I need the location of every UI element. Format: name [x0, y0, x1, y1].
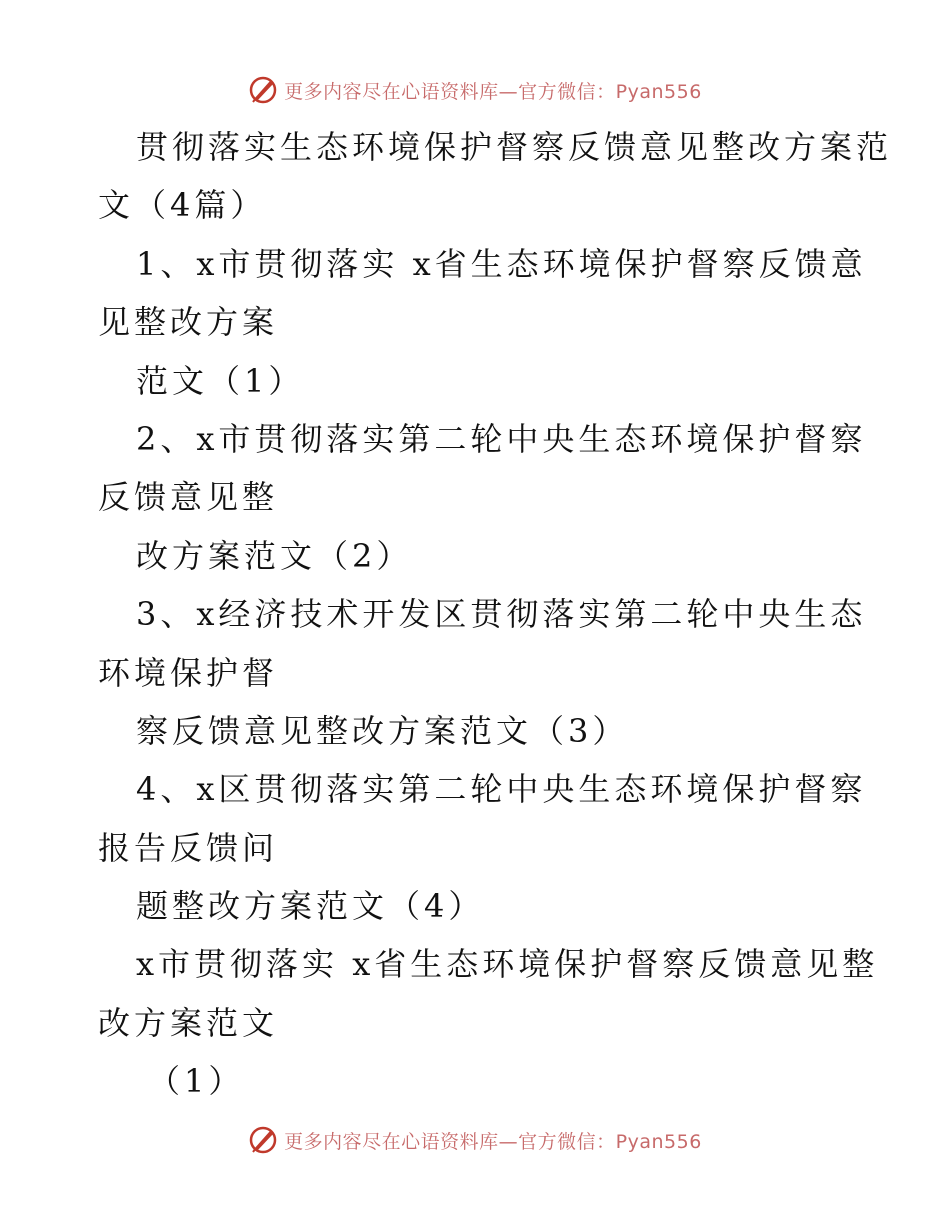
text-line: x市贯彻落实 x省生态环境保护督察反馈意见整 — [136, 945, 879, 984]
text-line: 贯彻落实生态环境保护督察反馈意见整改方案范 — [136, 128, 893, 166]
text-line: 察反馈意见整改方案范文（3） — [136, 711, 629, 750]
quill-pen-logo-icon — [248, 75, 278, 105]
text-line: 题整改方案范文（4） — [136, 887, 485, 926]
text-line: 3、x经济技术开发区贯彻落实第二轮中央生态 — [136, 595, 867, 634]
text-line: 4、x区贯彻落实第二轮中央生态环境保护督察 — [136, 770, 867, 809]
text-line: 报告反馈问 — [98, 828, 279, 867]
text-line: 范文（1） — [136, 361, 305, 400]
text-line: （1） — [148, 1062, 245, 1101]
footer-watermark-banner — [0, 1120, 950, 1160]
text-line: 文（4篇） — [98, 186, 267, 225]
text-line: 2、x市贯彻落实第二轮中央生态环境保护督察 — [136, 419, 867, 458]
text-line: 改方案范文 — [98, 1003, 279, 1042]
document-body — [98, 118, 893, 1111]
banner-text: 更多内容尽在心语资料库—官方微信：Pyan556 — [284, 80, 702, 103]
header-watermark-banner — [0, 70, 950, 110]
quill-pen-logo-icon — [248, 1125, 278, 1155]
text-line: 环境保护督 — [98, 653, 279, 692]
text-line: 改方案范文（2） — [136, 536, 413, 575]
text-line: 见整改方案 — [98, 303, 279, 342]
text-line: 反馈意见整 — [98, 478, 279, 517]
banner-text: 更多内容尽在心语资料库—官方微信：Pyan556 — [284, 1130, 702, 1153]
text-line: 1、x市贯彻落实 x省生态环境保护督察反馈意 — [136, 244, 867, 283]
